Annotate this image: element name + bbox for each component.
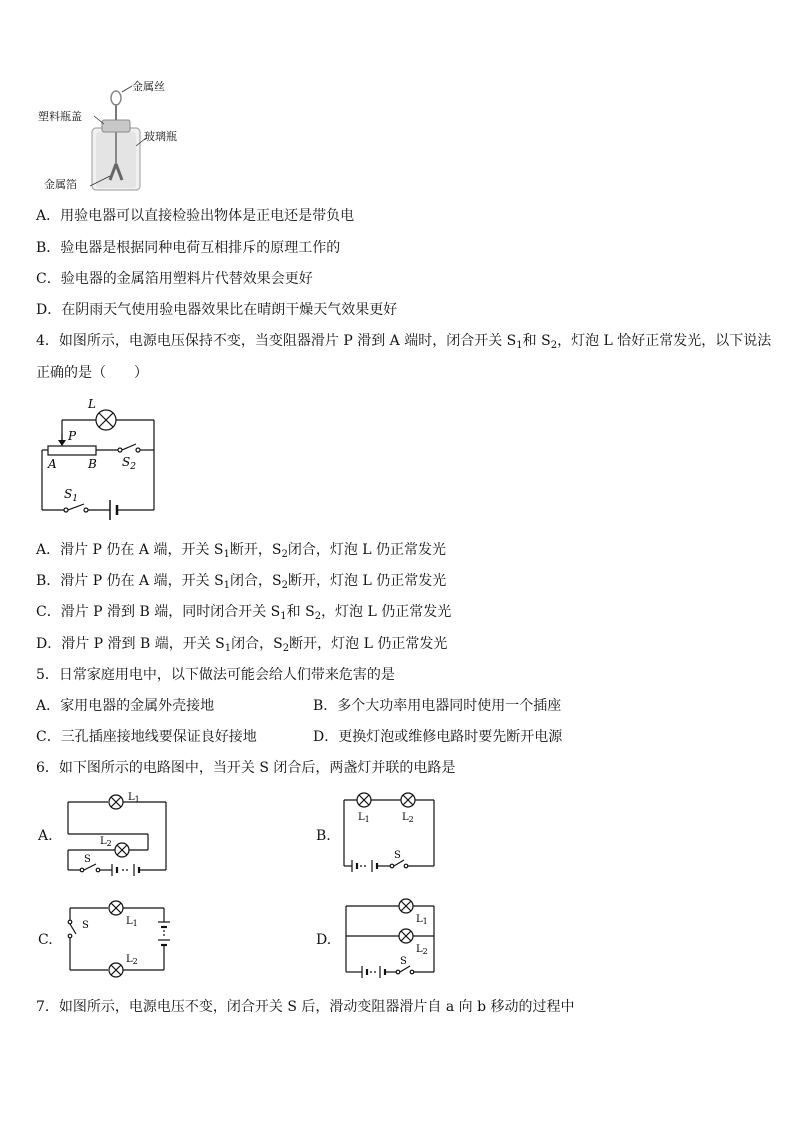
q4-label-A: A	[48, 457, 57, 471]
q7-stem: 7．如图所示，电源电压不变，闭合开关 S 后，滑动变阻器滑片自 a 向 b 移动的过程中	[36, 999, 575, 1015]
svg-text:S: S	[82, 920, 89, 931]
q6-circuit-c	[62, 894, 172, 980]
foil-label: 金属箔	[44, 178, 77, 191]
q6-label-c: C.	[38, 932, 53, 948]
q6-circuit-d	[340, 894, 440, 980]
q4-option-c: C．滑片 P 滑到 B 端，同时闭合开关 $S_1$和 $S_2$，灯泡 L 仍正常发光	[36, 604, 452, 622]
electroscope-figure	[36, 76, 196, 196]
q6-stem: 6．如下图所示的电路图中，当开关 S 闭合后，两盏灯并联的电路是	[36, 760, 456, 776]
svg-text:S: S	[400, 956, 407, 967]
wire-label: 金属丝	[132, 80, 165, 93]
q6-label-b: B.	[316, 828, 331, 844]
q4-label-B: B	[88, 457, 97, 471]
q4-label-S1: $S_1$	[64, 487, 78, 504]
q4-option-a: A．滑片 P 仍在 A 端，开关 $S_1$断开，$S_2$闭合，灯泡 L 仍正常发光	[36, 542, 447, 560]
q5-option-c: C．三孔插座接地线要保证良好接地	[36, 729, 257, 745]
q6-label-d: D.	[316, 932, 332, 948]
q4-label-L: L	[88, 397, 96, 411]
q3-option-a: A．用验电器可以直接检验出物体是正电还是带负电	[36, 208, 355, 224]
q4-option-d: D．滑片 P 滑到 B 端，开关 $S_1$闭合，$S_2$断开，灯泡 L 仍正常发光	[36, 636, 448, 654]
q5-option-d: D．更换灯泡或维修电路时要先断开电源	[313, 729, 563, 745]
q4-stem-line2: 正确的是（ ）	[36, 365, 148, 381]
q6-circuit-b	[340, 790, 440, 876]
q5-option-b: B．多个大功率用电器同时使用一个插座	[313, 698, 562, 714]
svg-text:L2: $L_2$	[126, 954, 138, 966]
q3-option-c: C．验电器的金属箔用塑料片代替效果会更好	[36, 271, 313, 287]
q5-option-a: A．家用电器的金属外壳接地	[36, 698, 215, 714]
q4-label-S2: $S_2$	[122, 455, 136, 472]
q5-stem: 5．日常家庭用电中，以下做法可能会给人们带来危害的是	[36, 667, 395, 683]
q4-stem-line1: 4．如图所示，电源电压保持不变，当变阻器滑片 P 滑到 A 端时，闭合开关 $S_1$和 $S_2$，灯泡 L 恰好正常发光，以下说法	[36, 333, 772, 351]
svg-text:L1: $L_1$	[416, 914, 428, 926]
q6-label-a: A.	[38, 828, 53, 844]
svg-text:L2: $L_2$	[416, 944, 428, 956]
svg-text:L2: $L_2$	[100, 836, 112, 848]
cap-label: 塑料瓶盖	[38, 110, 82, 123]
q4-label-P: P	[68, 429, 77, 443]
q3-option-b: B．验电器是根据同种电荷互相排斥的原理工作的	[36, 240, 341, 256]
bottle-label: 玻璃瓶	[144, 130, 177, 143]
q4-circuit-diagram	[34, 394, 164, 524]
svg-text:L2: $L_2$	[402, 812, 414, 824]
svg-text:L1: $L_1$	[128, 792, 140, 804]
svg-text:S: S	[84, 854, 91, 865]
svg-text:S: S	[394, 850, 401, 861]
q3-option-d: D．在阴雨天气使用验电器效果比在晴朗干燥天气效果更好	[36, 302, 398, 318]
q6-circuit-a	[62, 790, 172, 876]
svg-text:L1: $L_1$	[126, 916, 138, 928]
svg-text:L1: $L_1$	[358, 812, 370, 824]
q4-option-b: B．滑片 P 仍在 A 端，开关 $S_1$闭合，$S_2$断开，灯泡 L 仍正常发光	[36, 573, 447, 591]
